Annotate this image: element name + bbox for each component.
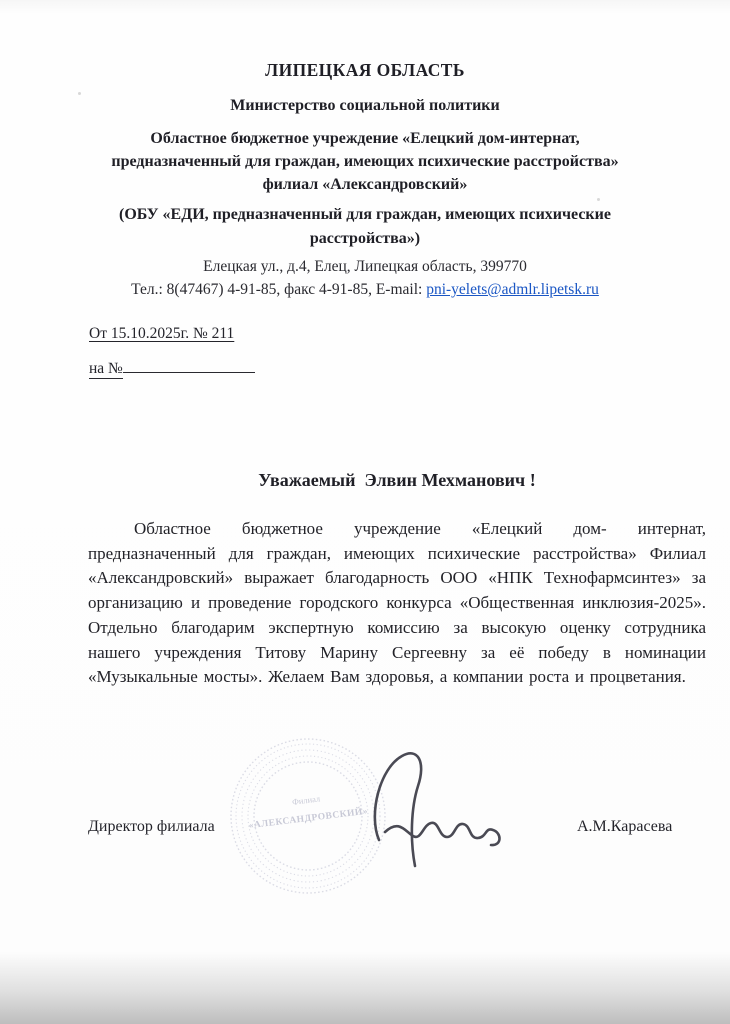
signer-name: А.М.Карасева — [577, 818, 673, 835]
contacts-line — [30, 281, 700, 299]
salutation: Уважаемый Элвин Мехманович ! — [258, 470, 536, 490]
org-abbrev-line-2: расстройства») — [309, 229, 421, 247]
org-name-block — [30, 127, 700, 196]
region-title: ЛИПЕЦКАЯ ОБЛАСТЬ — [265, 60, 465, 80]
org-name-line-1: Областное бюджетное учреждение «Елецкий дом-интернат, — [150, 130, 580, 147]
org-abbrev-line-1: (ОБУ «ЕДИ, предназначенный для граждан, имеющих психические — [119, 206, 611, 223]
org-name-line-3: филиал «Александровский» — [262, 176, 468, 193]
contacts-prefix: Тел.: 8(47467) 4-91-85, факс 4-91-85, E-mail: — [131, 281, 427, 298]
signer-title: Директор филиала — [88, 818, 215, 835]
ministry-line: Министерство социальной политики — [230, 97, 500, 114]
body-paragraph: Областное бюджетное учреждение «Елецкий дом- интернат, предназначенный для граждан, имеющих психические расстройства» Филиал «Александровский» выражает благодарность ООО «НПК Технофармсинтез» за организацию и проведение городского конкурса «Общественная инклюзия-2025». Отдельно благодарим экспертную комиссию за высокую оценку сотрудника нашего учреждения Титову Марину Сергеевну за её победу в номинации «Музыкальные мосты». Желаем Вам здоровья, а компании роста и процветания. — [88, 519, 706, 687]
org-name-line-2: предназначенный для граждан, имеющих психические расстройства» — [111, 153, 619, 170]
outgoing-ref: От 15.10.2025г. № 211 — [89, 325, 235, 342]
seal-center-line-2: «АЛЕКСАНДРОВСКИЙ» — [248, 806, 369, 832]
seal-center-line-1: Филиал — [291, 793, 321, 807]
org-abbrev-block — [30, 203, 700, 250]
handwritten-signature — [352, 742, 522, 874]
scan-shadow — [0, 952, 730, 1024]
incoming-ref-prefix: на № — [89, 360, 123, 377]
incoming-ref-blank-line — [123, 357, 255, 373]
address-line: Елецкая ул., д.4, Елец, Липецкая область, 399770 — [203, 258, 527, 275]
email-link[interactable]: pni-yelets@admlr.lipetsk.ru — [426, 281, 599, 298]
incoming-ref — [89, 357, 255, 378]
scan-speck — [597, 198, 600, 201]
scan-speck — [78, 92, 81, 95]
